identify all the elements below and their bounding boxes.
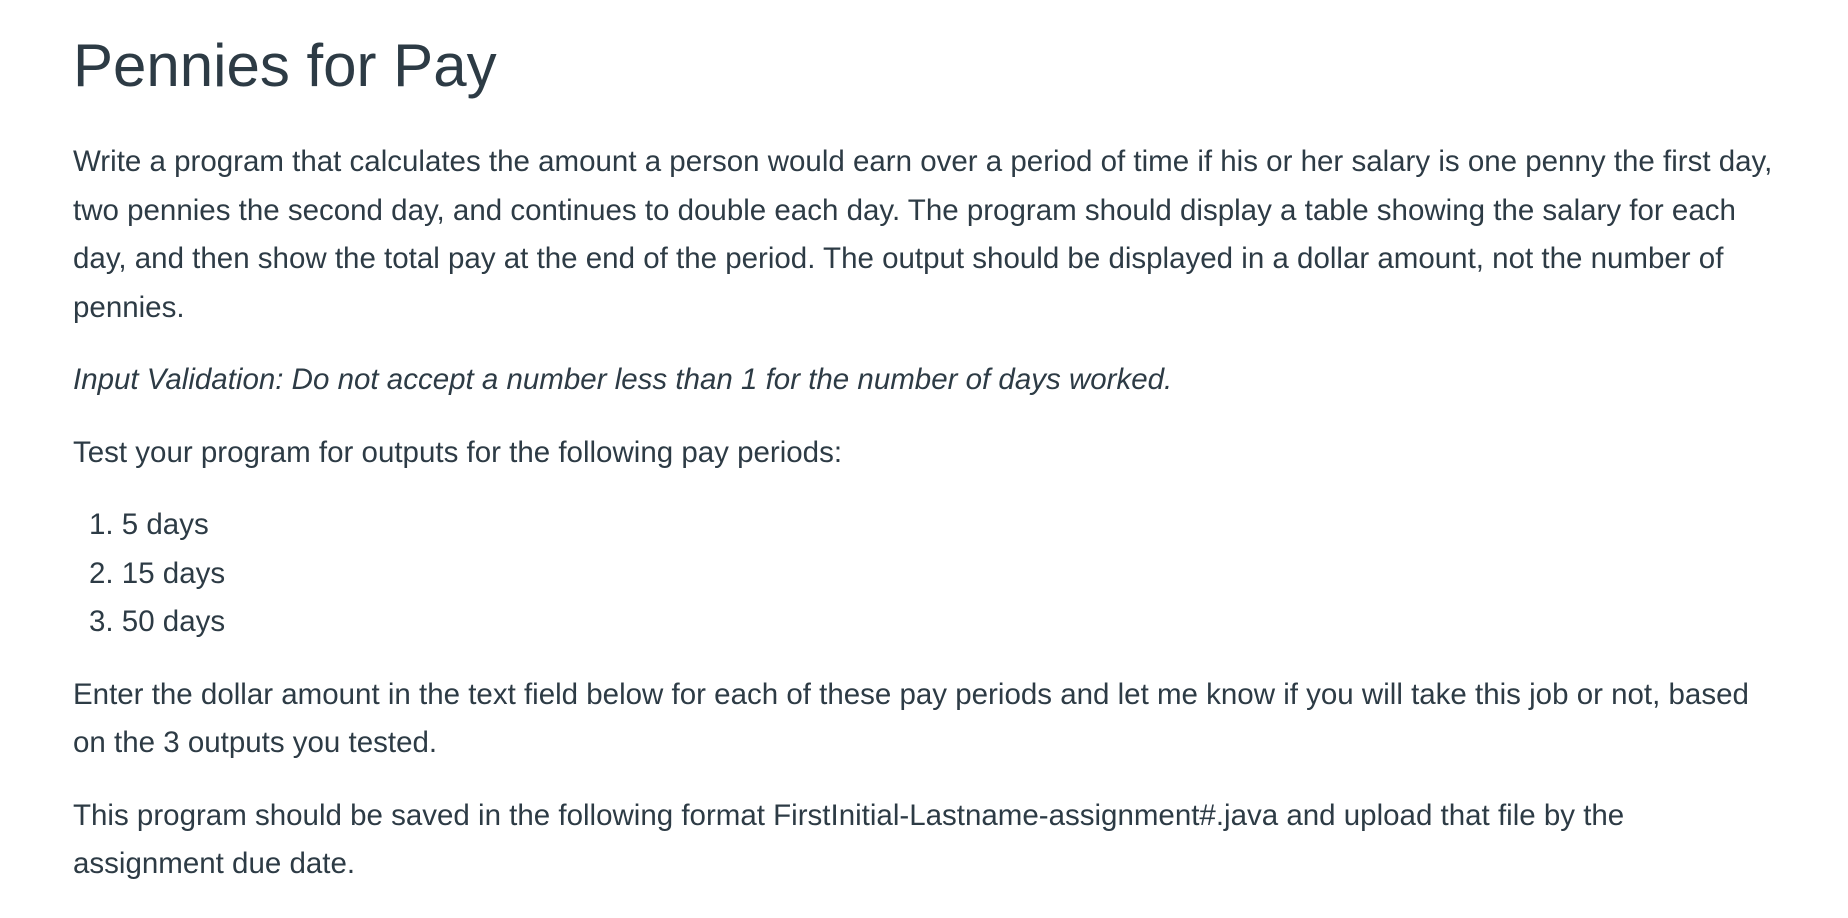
intro-paragraph: Write a program that calculates the amount a person would earn over a period of time if his or her salary is one penny the first day, two pennies the second day, and continues to double each day. The program should display a table showing the salary for each day, and then show the total pay at the end of the period. The output should be displayed in a dollar amount, not the number of pennies. bbox=[73, 145, 1773, 324]
enter-instructions: Enter the dollar amount in the text field below for each of these pay periods and let me know if you will take this job or not, based on the 3 outputs you tested. bbox=[73, 677, 1749, 759]
pay-periods-list bbox=[73, 501, 1773, 647]
save-instructions: This program should be saved in the following format FirstInitial-Lastname-assignment#.java and upload that file by the assignment due date. bbox=[73, 798, 1625, 880]
assignment-content bbox=[73, 0, 1773, 889]
page-title: Pennies for Pay bbox=[73, 32, 497, 99]
test-instructions: Test your program for outputs for the following pay periods: bbox=[73, 435, 843, 469]
list-item: 2. 15 days bbox=[89, 556, 226, 590]
list-item: 3. 50 days bbox=[89, 605, 226, 638]
list-item: 1. 5 days bbox=[89, 508, 209, 541]
input-validation-note: Input Validation: Do not accept a number less than 1 for the number of days worked. bbox=[73, 363, 1173, 396]
assignment-description bbox=[73, 138, 1773, 889]
